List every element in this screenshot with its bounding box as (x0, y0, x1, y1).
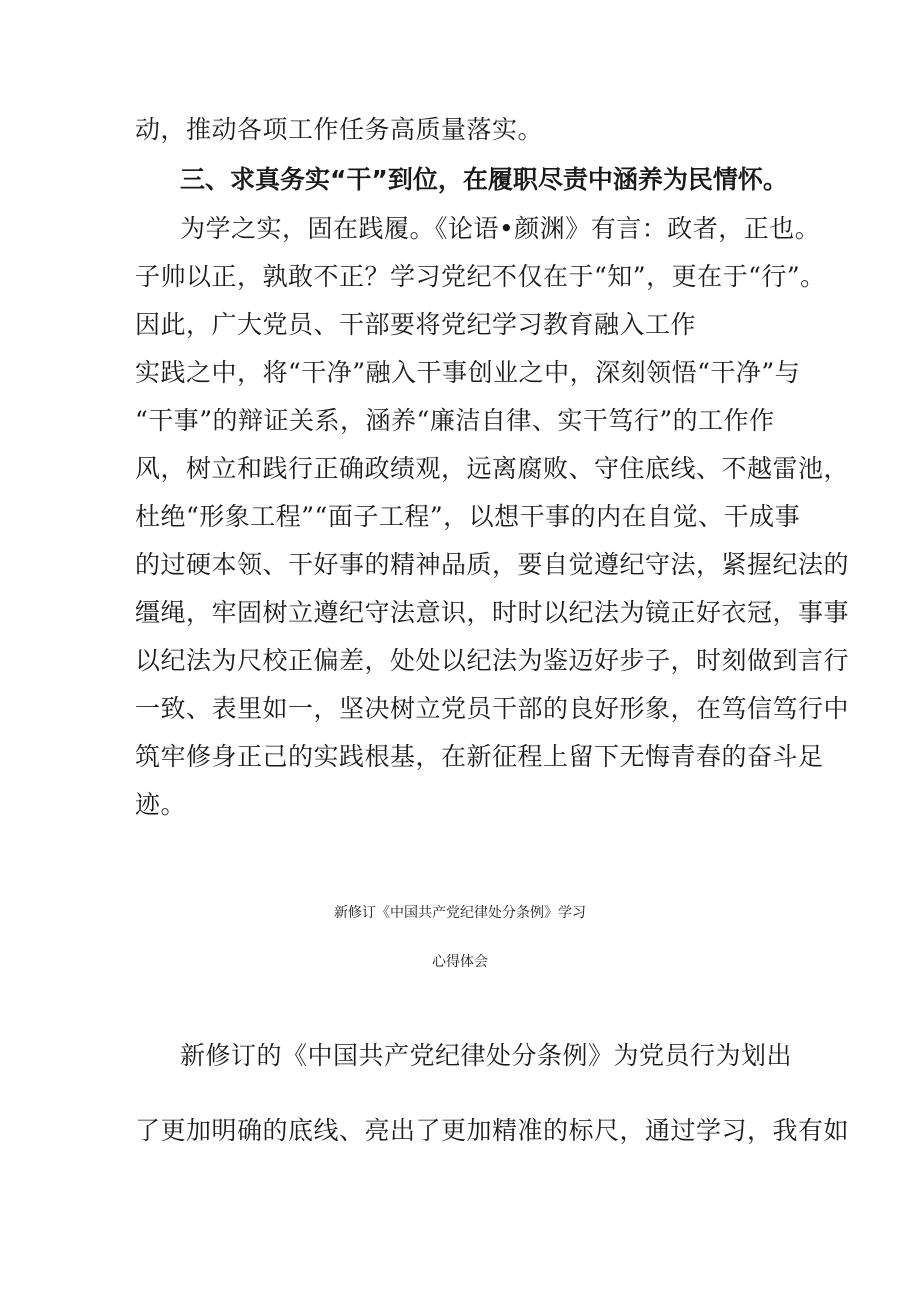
paragraph-line: 筑牢修身正己的实践根基，在新征程上留下无悔青春的奋斗足 (135, 742, 824, 771)
article-title-line-2: 心得体会 (432, 954, 488, 970)
intro-line-2: 了更加明确的底线、亮出了更加精准的标尺，通过学习，我有如 (135, 1116, 850, 1145)
paragraph-line: 的过硬本领、干好事的精神品质，要自觉遵纪守法，紧握纪法的 (135, 550, 850, 579)
article-title-line-1: 新修订《中国共产党纪律处分条例》学习 (334, 905, 586, 921)
intro-line-1: 新修订的《中国共产党纪律处分条例》为党员行为划出 (180, 1041, 793, 1070)
paragraph-line: 因此，广大党员、干部要将党纪学习教育融入工作 (135, 310, 697, 339)
paragraph-line: 为学之实，固在践履。《论语•颜渊》有言：政者，正也。 (180, 214, 821, 243)
paragraph-line: 一致、表里如一，坚决树立党员干部的良好形象，在笃信笃行中 (135, 694, 850, 723)
paragraph-line: 以纪法为尺校正偏差，处处以纪法为鉴迈好步子，时刻做到言行 (135, 646, 850, 675)
paragraph-line: 子帅以正，孰敢不正？学习党纪不仅在于“知”，更在于“行”。 (135, 262, 826, 291)
paragraph-line: 风，树立和践行正确政绩观，远离腐败、守住底线、不越雷池， (135, 454, 850, 483)
paragraph-line: 杜绝“形象工程”“面子工程”，以想干事的内在自觉、干成事 (135, 502, 801, 531)
paragraph-line: 缰绳，牢固树立遵纪守法意识，时时以纪法为镜正好衣冠，事事 (135, 598, 850, 627)
paragraph-line: 实践之中，将“干净”融入干事创业之中，深刻领悟“干净”与 (135, 358, 801, 387)
continuation-line: 动，推动各项工作任务高质量落实。 (135, 115, 544, 144)
paragraph-line: “干事”的辩证关系，涵养“廉洁自律、实干笃行”的工作作 (135, 406, 775, 435)
section-heading: 三、求真务实“干”到位，在履职尽责中涵养为民情怀。 (180, 165, 788, 194)
paragraph-line: 迹。 (135, 790, 187, 819)
